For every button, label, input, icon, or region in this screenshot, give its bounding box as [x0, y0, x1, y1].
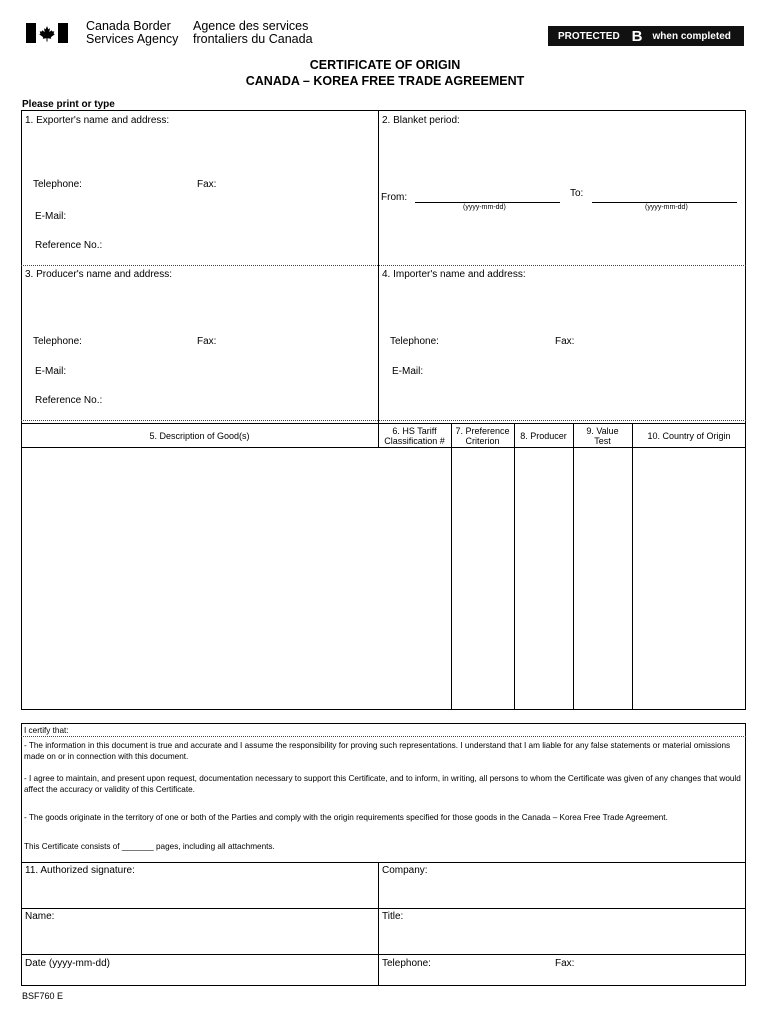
col-country-label: 10. Country of Origin [647, 430, 731, 441]
certify-para-2: - I agree to maintain, and present upon request, documentation necessary to support this Certificate, and to inform, in writing, all persons to whom the Certificate was given of any changes that would affect the accuracy or validity of this Certificate. [24, 774, 741, 794]
signature-mid-line-1 [21, 908, 746, 909]
exporter-fax-label: Fax: [197, 179, 217, 190]
col-hs-tariff-line2: Classification # [384, 435, 445, 446]
producer-fax-label: Fax: [197, 336, 217, 347]
blanket-to-field[interactable] [592, 202, 737, 203]
col-description-label: 5. Description of Good(s) [149, 430, 250, 441]
protected-banner [548, 26, 744, 46]
col-value-test-line1: 9. Value [586, 425, 619, 436]
signature-fax-label: Fax: [555, 958, 575, 969]
title-label: Title: [382, 911, 404, 922]
producer-label: 3. Producer's name and address: [25, 269, 172, 280]
col-preference-line2: Criterion [465, 435, 500, 446]
protected-level: B [631, 27, 643, 45]
table-col-divider-7 [451, 423, 452, 710]
table-col-divider-9 [573, 423, 574, 710]
agency-fr-line1: Agence des services [193, 19, 309, 33]
signature-divider [378, 862, 379, 986]
row-divider-2 [21, 420, 746, 421]
col-description-header [21, 424, 378, 447]
form-number: BSF760 E [22, 991, 64, 1001]
blanket-to-label: To: [570, 188, 584, 199]
col-hs-tariff-line1: 6. HS Tariff [392, 425, 437, 436]
importer-label: 4. Importer's name and address: [382, 269, 526, 280]
form-title: CERTIFICATE OF ORIGIN [309, 58, 461, 72]
protected-label: PROTECTED [558, 30, 620, 42]
canada-flag-icon [26, 23, 68, 43]
col-value-test-line2: Test [594, 435, 611, 446]
blanket-from-field[interactable] [415, 202, 560, 203]
col-value-test-header [573, 424, 632, 447]
company-label: Company: [382, 865, 428, 876]
agency-name-fr [193, 20, 313, 46]
blanket-from-hint: (yyyy-mm-dd) [463, 204, 506, 211]
goods-description-field[interactable] [22, 448, 378, 709]
importer-email-label: E-Mail: [392, 366, 424, 377]
table-col-divider-10 [632, 423, 633, 710]
date-label: Date (yyyy-mm-dd) [25, 958, 111, 969]
form-subtitle: CANADA – KOREA FREE TRADE AGREEMENT [245, 74, 525, 88]
importer-telephone-label: Telephone: [390, 336, 439, 347]
exporter-reference-label: Reference No.: [35, 240, 103, 251]
col-preference-line1: 7. Preference [455, 425, 510, 436]
col-hs-tariff-header [378, 424, 451, 447]
upper-divider [378, 110, 379, 448]
certify-para-1: - The information in this document is true and accurate and I assume the responsibility for proving such representations. I understand that I am liable for any false statements or material omissions made on or in connection with this document. [24, 741, 731, 761]
agency-fr-line2: frontaliers du Canada [193, 32, 313, 46]
producer-reference-label: Reference No.: [35, 395, 103, 406]
certify-divider [21, 736, 746, 737]
col-country-header [632, 424, 746, 447]
agency-en-line2: Services Agency [86, 32, 179, 46]
agency-en-line1: Canada Border [86, 19, 171, 33]
signature-mid-line-2 [21, 954, 746, 955]
authorized-signature-label: 11. Authorized signature: [25, 865, 135, 876]
name-label: Name: [25, 911, 55, 922]
certification-frame [21, 723, 746, 986]
certify-pages: This Certificate consists of _______ pages, including all attachments. [24, 842, 275, 851]
col-producer-label: 8. Producer [520, 430, 567, 441]
col-preference-header [451, 424, 514, 447]
exporter-telephone-label: Telephone: [33, 179, 82, 190]
importer-fax-label: Fax: [555, 336, 575, 347]
table-col-divider-8 [514, 423, 515, 710]
producer-telephone-label: Telephone: [33, 336, 82, 347]
print-instruction: Please print or type [22, 99, 115, 110]
blanket-period-label: 2. Blanket period: [382, 115, 460, 126]
producer-email-label: E-Mail: [35, 366, 67, 377]
exporter-email-label: E-Mail: [35, 211, 67, 222]
signature-telephone-label: Telephone: [382, 958, 431, 969]
exporter-label: 1. Exporter's name and address: [25, 115, 170, 126]
signature-top-line [21, 862, 746, 863]
row-divider-1 [21, 265, 746, 266]
blanket-to-hint: (yyyy-mm-dd) [645, 204, 688, 211]
col-producer-header [514, 424, 573, 447]
certify-para-3: - The goods originate in the territory of one or both of the Parties and comply with the origin requirements specified for those goods in the Canada – Korea Free Trade Agreement. [24, 813, 668, 822]
blanket-from-label: From: [381, 192, 408, 203]
agency-name-en [86, 20, 178, 46]
protected-suffix: when completed [652, 30, 731, 42]
certify-intro: I certify that: [24, 726, 69, 735]
